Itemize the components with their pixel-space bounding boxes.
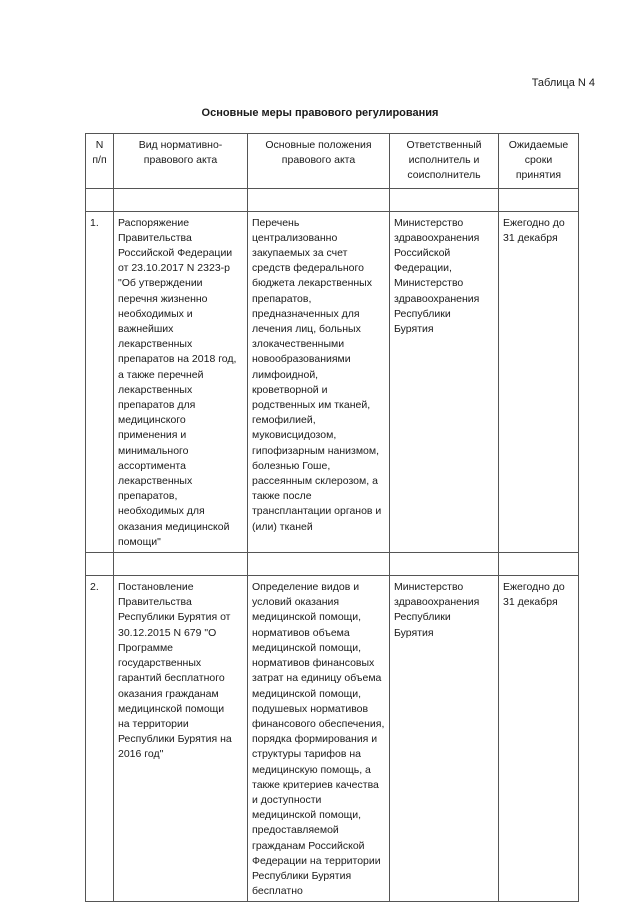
document-title: Основные меры правового регулирования [201, 107, 439, 119]
column-header-executor: Ответственный исполнитель и соисполнитель [390, 134, 499, 189]
row-number: 2. [86, 576, 114, 902]
table-row [86, 576, 579, 902]
row-number: 1. [86, 211, 114, 552]
row-executor: Министерство здравоохранения Российской Федерации, Министерство здравоохранения Республики Бурятия [390, 211, 499, 552]
column-header-deadline: Ожидаемые сроки принятия [499, 134, 579, 189]
row-provisions: Перечень централизованно закупаемых за счет средств федерального бюджета лекарственных препаратов, предназначенных для лечения лиц, больных злокачественными новообразованиями лимфоидной, кроветворной и родственных им тканей, гемофилией, муковисцидозом, гипофизарным нанизмом, болезнью Гоше, рассеянным склерозом, а также после трансплантации органов и (или) тканей [248, 211, 390, 552]
row-provisions: Определение видов и условий оказания медицинской помощи, нормативов объема медицинской помощи, нормативов финансовых затрат на единицу объема медицинской помощи, подушевых нормативов финансового обеспечения, порядка формирования и структуры тарифов на медицинскую помощь, а также критериев качества и доступности медицинской помощи, предоставляемой гражданам Российской Федерации на территории Республики Бурятия бесплатно [248, 576, 390, 902]
row-act-type: Распоряжение Правительства Российской Федерации от 23.10.2017 N 2323-р "Об утверждении перечня жизненно необходимых и важнейших лекарственных препаратов на 2018 год, а также перечней лекарственных препаратов для медицинского применения и минимального ассортимента лекарственных препаратов, необходимых для оказания медицинской помощи" [114, 211, 248, 552]
spacer-row [86, 553, 579, 576]
table-number-label: Таблица N 4 [531, 77, 595, 89]
table-row [86, 211, 579, 552]
row-deadline: Ежегодно до 31 декабря [499, 576, 579, 902]
measures-table [85, 133, 579, 902]
spacer-row [86, 188, 579, 211]
column-header-provisions: Основные положения правового акта [248, 134, 390, 189]
table-header-row [86, 134, 579, 189]
column-header-act-type: Вид нормативно- правового акта [114, 134, 248, 189]
row-act-type: Постановление Правительства Республики Бурятия от 30.12.2015 N 679 "О Программе государственных гарантий бесплатного оказания гражданам медицинской помощи на территории Республики Бурятия на 2016 год" [114, 576, 248, 902]
column-header-number: N п/п [86, 134, 114, 189]
row-deadline: Ежегодно до 31 декабря [499, 211, 579, 552]
row-executor: Министерство здравоохранения Республики Бурятия [390, 576, 499, 902]
